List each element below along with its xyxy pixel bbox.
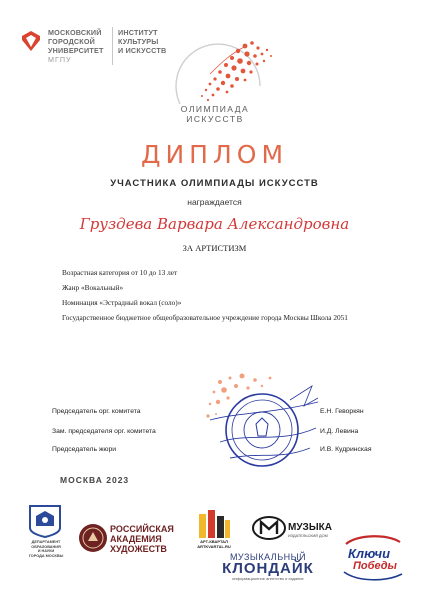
musical-klondike-logo: МУЗЫКАЛЬНЫЙ КЛОНДАЙК информационное агентство и издание [222, 552, 314, 581]
art-kvartal-logo-icon [196, 508, 232, 538]
music-publisher-logo-icon [252, 515, 288, 541]
signature-role-jury: Председатель жюри [52, 446, 117, 453]
city-year: МОСКВА 2023 [60, 475, 130, 485]
logo-divider [112, 27, 113, 65]
signature-name-deputy: И.Д. Левина [320, 428, 359, 435]
academy-of-arts-label: РОССИЙСКАЯ АКАДЕМИЯ ХУДОЖЕСТВ [110, 524, 174, 554]
education-department-label: ДЕПАРТАМЕНТ ОБРАЗОВАНИЯ И НАУКИ ГОРОДА МОСКВЫ [28, 540, 64, 558]
diploma-title: ДИПЛОМ [140, 140, 289, 169]
detail-age-category: Возрастная категория от 10 до 13 лет [62, 268, 178, 277]
olympiad-emblem-label: ОЛИМПИАДА ИСКУССТВ [180, 104, 250, 124]
education-department-logo-icon [26, 502, 64, 538]
university-name: МОСКОВСКИЙ ГОРОДСКОЙ УНИВЕРСИТЕТ МГПУ [48, 28, 104, 64]
keys-logo-word-1: Ключи [348, 546, 391, 561]
diploma-subtitle: УЧАСТНИКА ОЛИМПИАДЫ ИСКУССТВ [110, 178, 319, 189]
signature-role-chairman: Председатель орг. комитета [52, 408, 141, 415]
detail-school: Государственное бюджетное общеобразовательное учреждение города Москвы Школа 2051 [62, 313, 348, 322]
signature-role-deputy: Зам. председателя орг. комитета [52, 428, 156, 435]
details-block [62, 265, 422, 325]
signature-name-chairman: Е.Н. Геворкян [320, 408, 364, 415]
awarded-label: награждается [187, 197, 242, 207]
institute-name: ИНСТИТУТ КУЛЬТУРЫ И ИСКУССТВ [118, 28, 167, 55]
seal-stamp-icon [200, 372, 320, 482]
music-publisher-title: МУЗЫКА [288, 522, 332, 533]
signature-name-jury: И.В. Кудринская [320, 446, 372, 453]
music-publisher-subtitle: ИЗДАТЕЛЬСКИЙ ДОМ [288, 534, 328, 538]
art-kvartal-label: АРТ-КВАРТАЛ ARTKVARTAL.RU [197, 539, 231, 549]
keys-logo-word-2: Победы [353, 560, 397, 572]
award-name: ЗА АРТИСТИЗМ [182, 243, 247, 253]
mgpu-emblem-icon [21, 30, 41, 52]
academy-seal-icon [78, 523, 108, 553]
detail-nomination: Номинация «Эстрадный вокал (соло)» [62, 298, 182, 307]
detail-genre: Жанр «Вокальный» [62, 283, 124, 292]
recipient-name: Груздева Варвара Александровна [79, 215, 350, 233]
